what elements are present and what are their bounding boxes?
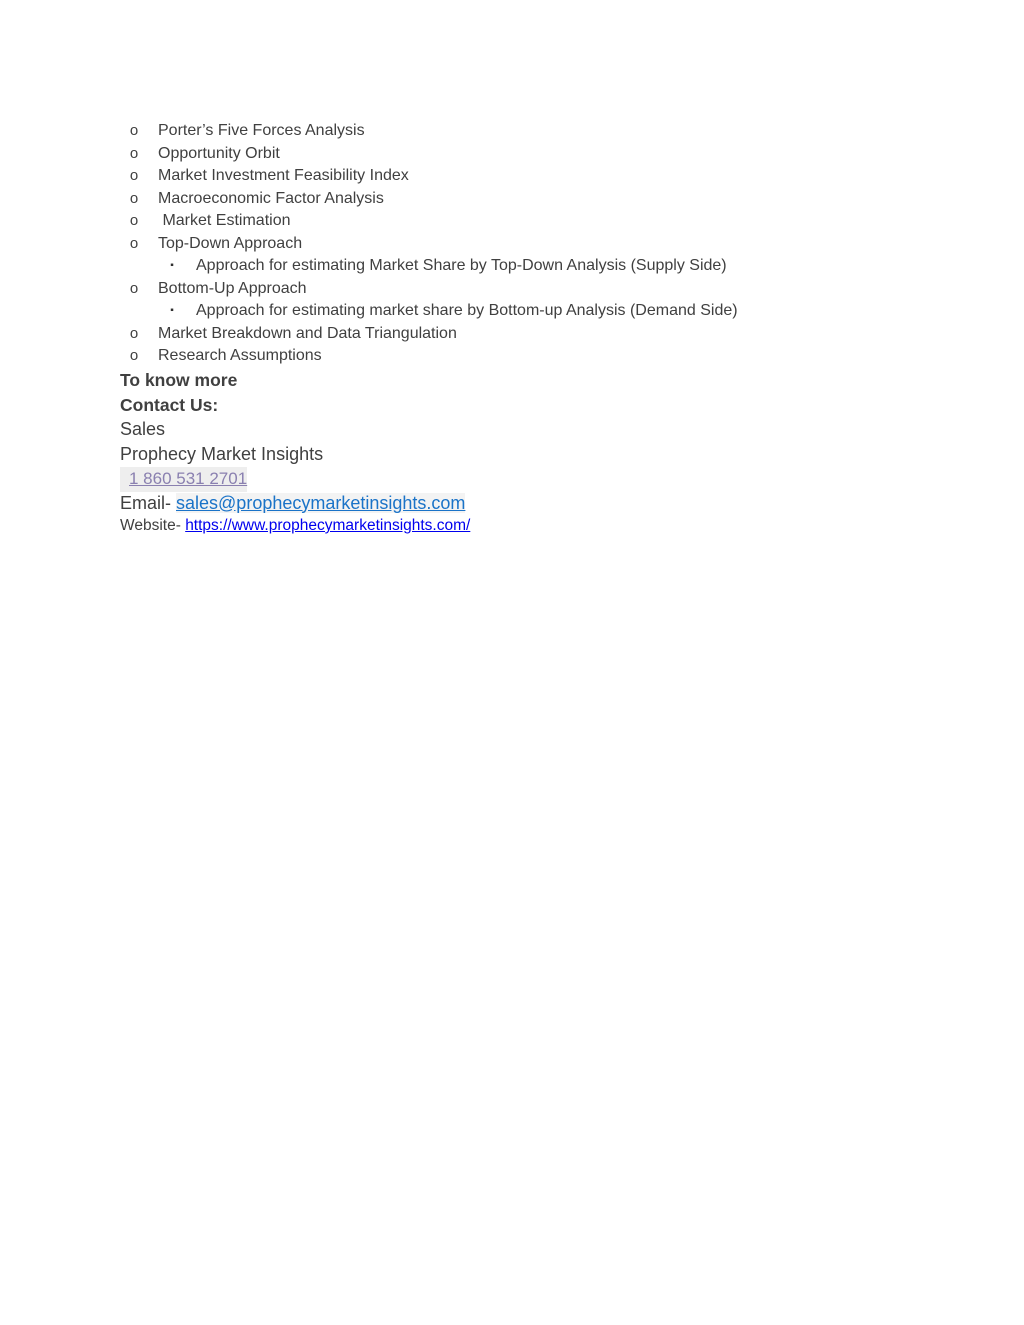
sub-list-item xyxy=(120,300,920,323)
website-label: Website- xyxy=(120,517,186,534)
report-outline-list xyxy=(120,120,920,368)
contact-us-heading: Contact Us: xyxy=(120,394,219,415)
list-item xyxy=(120,165,920,188)
circle-bullet-icon: o xyxy=(129,144,139,162)
email-link[interactable]: sales@prophecymarketinsights.com xyxy=(176,492,466,513)
list-item-text: Opportunity Orbit xyxy=(158,144,280,162)
list-item xyxy=(120,323,920,346)
list-item-text: Research Assumptions xyxy=(158,347,322,364)
sub-list-item-text: Approach for estimating Market Share by Top-Down Analysis (Supply Side) xyxy=(196,257,727,274)
website-link[interactable]: https://www.prophecymarketinsights.com/ xyxy=(185,517,471,534)
circle-bullet-icon: o xyxy=(129,234,139,252)
email-line xyxy=(120,491,920,516)
list-item xyxy=(120,278,920,301)
circle-bullet-icon: o xyxy=(129,324,139,342)
list-item xyxy=(120,345,920,368)
list-item xyxy=(120,210,920,233)
circle-bullet-icon: o xyxy=(129,347,139,364)
list-item-text: Top-Down Approach xyxy=(158,234,303,252)
list-item xyxy=(120,233,920,256)
list-item xyxy=(120,143,920,166)
know-more-heading: To know more xyxy=(120,370,238,390)
sales-label: Sales xyxy=(120,419,166,439)
list-item xyxy=(120,188,920,211)
list-item-text: Market Investment Feasibility Index xyxy=(158,167,409,184)
list-item-text: Market Breakdown and Data Triangulation xyxy=(158,324,457,342)
square-bullet-icon: ▪ xyxy=(170,260,174,271)
circle-bullet-icon: o xyxy=(129,189,139,207)
website-line xyxy=(120,515,920,537)
phone-link[interactable]: 1 860 531 2701 xyxy=(120,467,247,492)
list-item-text: Market Estimation xyxy=(158,212,291,229)
circle-bullet-icon: o xyxy=(129,212,139,229)
list-item-text: Porter’s Five Forces Analysis xyxy=(158,122,365,139)
list-item xyxy=(120,120,920,143)
circle-bullet-icon: o xyxy=(129,122,139,139)
phone-line xyxy=(120,466,920,491)
circle-bullet-icon: o xyxy=(129,279,139,297)
list-item-text: Macroeconomic Factor Analysis xyxy=(158,189,384,207)
contact-block xyxy=(120,368,920,537)
sub-list-item-text: Approach for estimating market share by Bottom-up Analysis (Demand Side) xyxy=(196,302,738,319)
company-name: Prophecy Market Insights xyxy=(120,443,324,464)
square-bullet-icon: ▪ xyxy=(170,305,174,316)
circle-bullet-icon: o xyxy=(129,167,139,184)
list-item-text: Bottom-Up Approach xyxy=(158,279,307,297)
sub-list-item xyxy=(120,255,920,278)
email-label: Email- xyxy=(120,492,177,513)
